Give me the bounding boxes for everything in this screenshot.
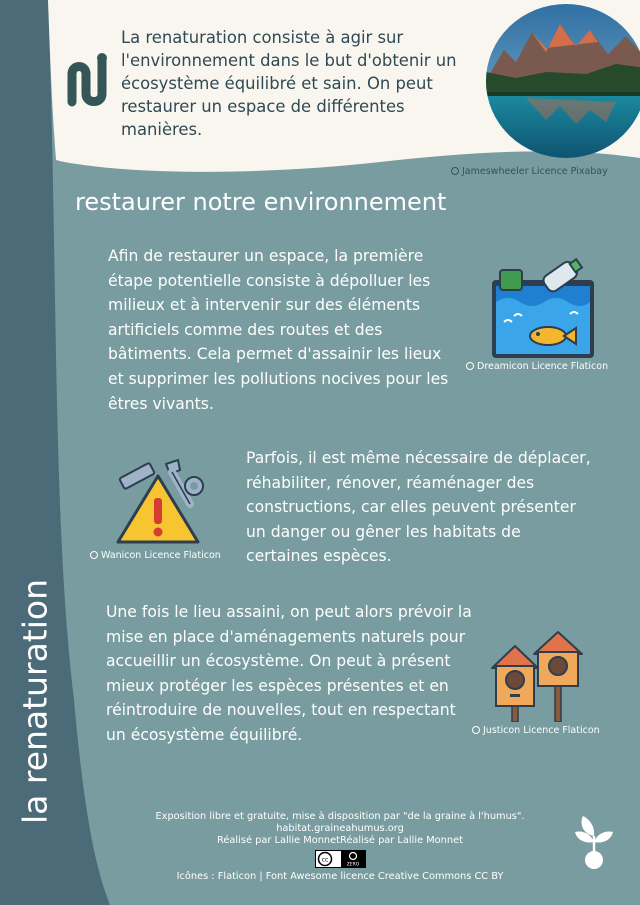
footer-line-3: Réalisé par Lallie MonnetRéalisé par Lallie Monnet [217, 835, 463, 846]
logo-icon [64, 52, 110, 108]
copyright-icon [472, 726, 480, 734]
footer-line-4: Icônes : Flaticon | Font Awesome licence Creative Commons CC BY [176, 871, 504, 882]
seedling-icon [573, 814, 615, 870]
icon-credit-2-text: Wanicon Licence Flaticon [101, 550, 221, 561]
svg-text:cc: cc [321, 856, 329, 864]
icon-credit-3 [472, 725, 600, 736]
icon-credit-1 [466, 361, 608, 372]
polluted-water-icon [490, 256, 596, 360]
paragraph-depollution: Afin de restaurer un espace, la première étape potentielle consiste à dépolluer les milieux et à intervenir sur des éléments artificiels comme des routes et des bâtiments. Cela permet d'assainir les lieux et supprimer les pollutions nocives pour les êtres vivants. [108, 247, 449, 413]
paragraph-amenagements: Une fois le lieu assaini, on peut alors prévoir la mise en place d'aménagements naturels pour accueillir un écosystème. On peut à présent mieux protéger les espèces présentes et en réintroduire de nouvelles, tout en respectant un écosystème équilibré. [106, 603, 472, 744]
photo-credit [451, 166, 608, 177]
cc-zero-badge-icon [315, 850, 366, 868]
vertical-title: la renaturation [15, 578, 55, 825]
photo-credit-text: Jameswheeler Licence Pixabay [462, 166, 608, 177]
intro-text: La renaturation consiste à agir sur l'environnement dans le but d'obtenir un écosystème équilibré et sain. On peut restaurer un espace de différentes manières. [121, 28, 457, 139]
icon-credit-1-text: Dreamicon Licence Flaticon [477, 361, 609, 372]
footer-line-1: Exposition libre et gratuite, mise à disposition par "de la graine à l'humus". [155, 811, 525, 822]
footer-website-link[interactable]: habitat.graineahumus.org [276, 823, 404, 834]
copyright-icon [90, 551, 98, 559]
section-title: restaurer notre environnement [75, 188, 447, 216]
mountain-lake-photo [486, 2, 640, 160]
icon-credit-3-text: Justicon Licence Flaticon [483, 725, 600, 736]
warning-tools-icon [110, 456, 206, 546]
paragraph-constructions: Parfois, il est même nécessaire de déplacer, réhabiliter, rénover, réaménager des constructions, car elles peuvent présenter un danger ou gêner les habitats de certaines espèces. [246, 449, 591, 566]
copyright-icon [466, 362, 474, 370]
copyright-icon [451, 167, 459, 175]
icon-credit-2 [90, 550, 221, 561]
cc-badge-label: ZERO [346, 862, 360, 868]
birdhouse-icon [488, 626, 588, 722]
